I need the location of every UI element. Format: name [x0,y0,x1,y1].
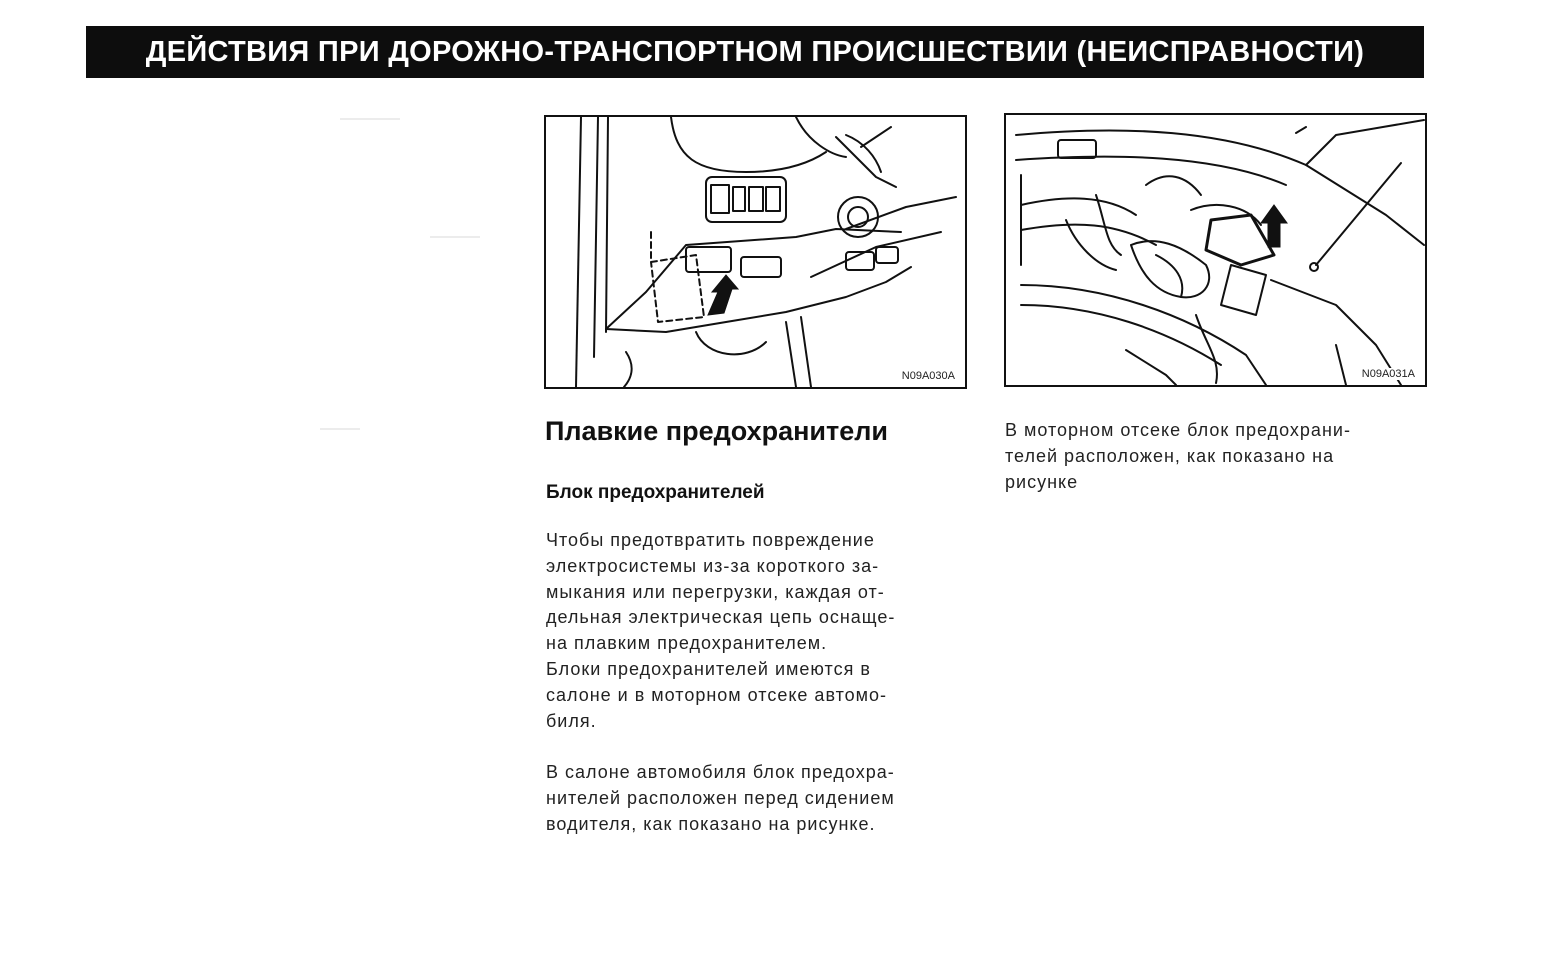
text-line: Блоки предохранителей имеются в [546,658,871,679]
figure-code: N09A030A [901,370,955,382]
engine-fuse-box-figure [1004,113,1427,387]
text-line: В салоне автомобиля блок предохра- [546,762,895,782]
interior-fuse-box-illustration-icon [546,117,965,387]
section-title: Плавкие предохранители [545,416,888,446]
section-subtitle: Блок предохранителей [546,482,765,503]
figure-code: N09A031A [1361,368,1415,380]
page-header [86,26,1424,78]
cabin-paragraph [546,760,968,837]
text-line: В моторном отсеке блок предохрани- [1005,420,1351,440]
text-line: салоне и в моторном отсеке автомо- [546,684,888,705]
page-title: ДЕЙСТВИЯ ПРИ ДОРОЖНО-ТРАНСПОРТНОМ ПРОИСШЕСТВИИ (НЕИСПРАВНОСТИ) [145,35,1365,68]
text-line: дельная электрическая цепь оснаще- [546,607,896,628]
text-line: биля. [546,710,597,731]
engine-paragraph [1005,418,1427,495]
text-line: рисунке [1005,471,1079,492]
text-line: телей расположен, как показано на [1005,445,1335,466]
interior-fuse-box-figure [544,115,967,389]
scan-artifact [320,428,360,430]
text-line: Чтобы предотвратить повреждение [546,530,875,550]
text-line: нителей расположен перед сидением [546,787,895,808]
text-line: электросистемы из-за короткого за- [546,555,880,576]
intro-paragraph [546,528,968,734]
scan-artifact [430,236,480,238]
scan-artifact [340,118,400,120]
text-line: на плавким предохранителем. [546,633,828,654]
text-line: водителя, как показано на рисунке. [546,813,876,834]
engine-fuse-box-illustration-icon [1006,115,1425,385]
text-line: мыкания или перегрузки, каждая от- [546,581,885,602]
